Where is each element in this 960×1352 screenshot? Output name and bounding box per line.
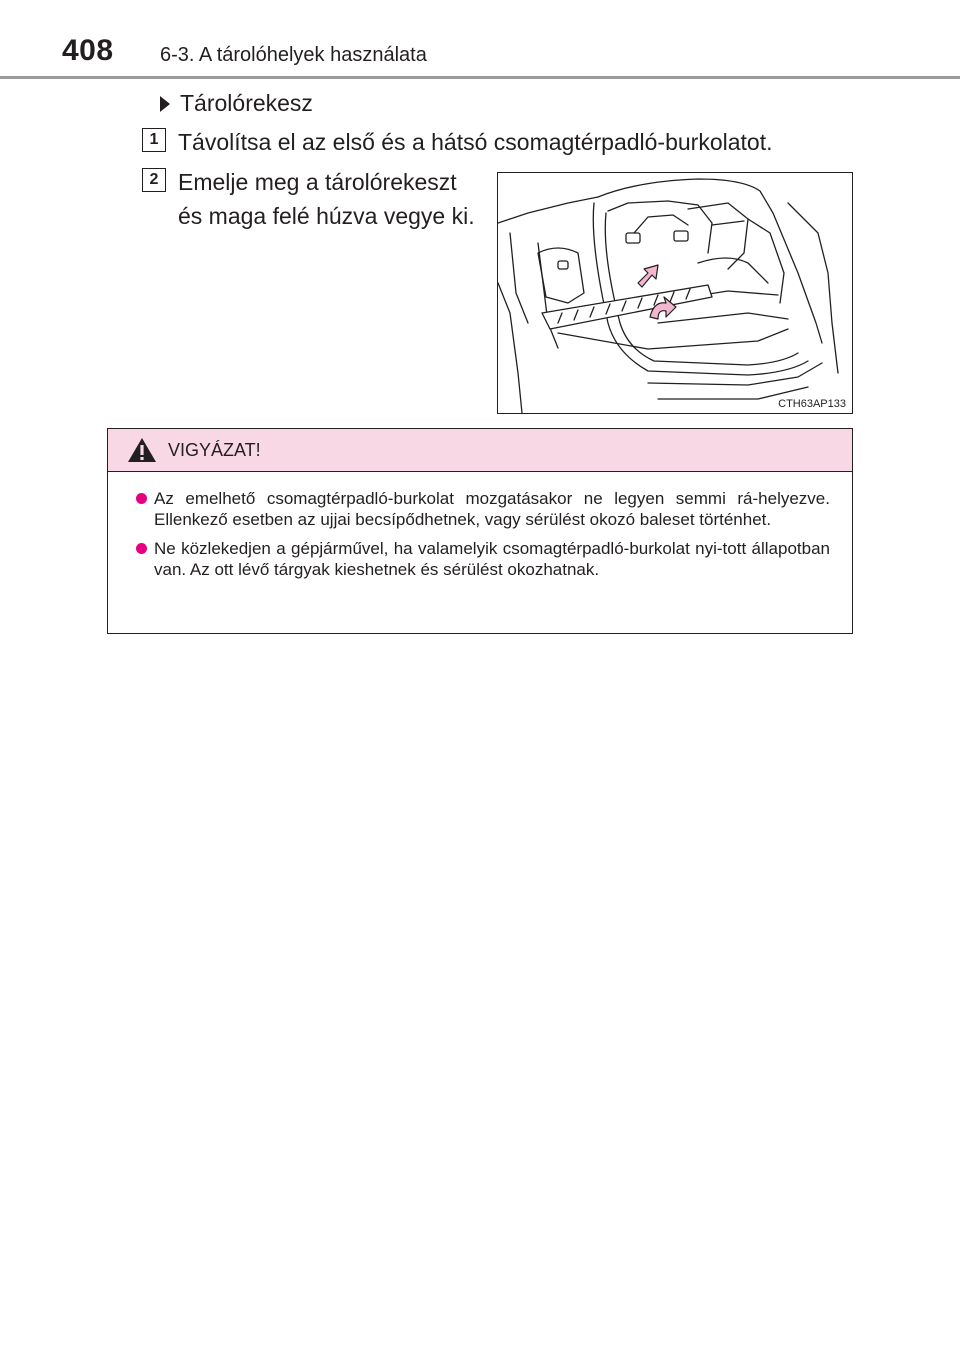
step-2-number: 2 <box>142 168 166 192</box>
section-title: 6-3. A tárolóhelyek használata <box>160 44 427 66</box>
step-1-text: Távolítsa el az első és a hátsó csomagtérpadló-burkolatot. <box>178 129 773 155</box>
warning-title: VIGYÁZAT! <box>168 439 261 460</box>
step-2-line-1: Emelje meg a tárolórekeszt <box>178 169 457 195</box>
header-rule <box>0 76 960 79</box>
bullet-dot-icon <box>136 493 147 504</box>
page-number: 408 <box>62 34 114 67</box>
warning-item <box>136 488 830 530</box>
warning-item-text: Az emelhető csomagtérpadló-burkolat mozgatásakor ne legyen semmi rá-helyezve. Ellenkező esetben az ujjai becsípődhetnek, vagy sérülést okozó baleset történhet. <box>154 489 830 529</box>
subheading-text: Tárolórekesz <box>180 90 313 116</box>
warning-item-text: Ne közlekedjen a gépjárművel, ha valamelyik csomagtérpadló-burkolat nyi-tott állapotban van. Az ott lévő tárgyak kieshetnek és sérülést okozhatnak. <box>154 539 830 579</box>
warning-triangle-icon <box>126 436 158 464</box>
step-2-text <box>178 165 475 233</box>
subheading <box>160 90 313 117</box>
step-2-line-2: és maga felé húzva vegye ki. <box>178 203 475 229</box>
page-header <box>0 0 960 80</box>
step-1-number: 1 <box>142 128 166 152</box>
warning-item <box>136 538 830 580</box>
warning-box <box>107 428 853 634</box>
illustration-code: CTH63AP133 <box>778 398 846 410</box>
cargo-illustration <box>497 172 853 414</box>
warning-header <box>108 429 852 472</box>
triangle-bullet-icon <box>160 96 170 112</box>
bullet-dot-icon <box>136 543 147 554</box>
cargo-area-drawing <box>498 173 852 413</box>
warning-body <box>108 472 852 580</box>
